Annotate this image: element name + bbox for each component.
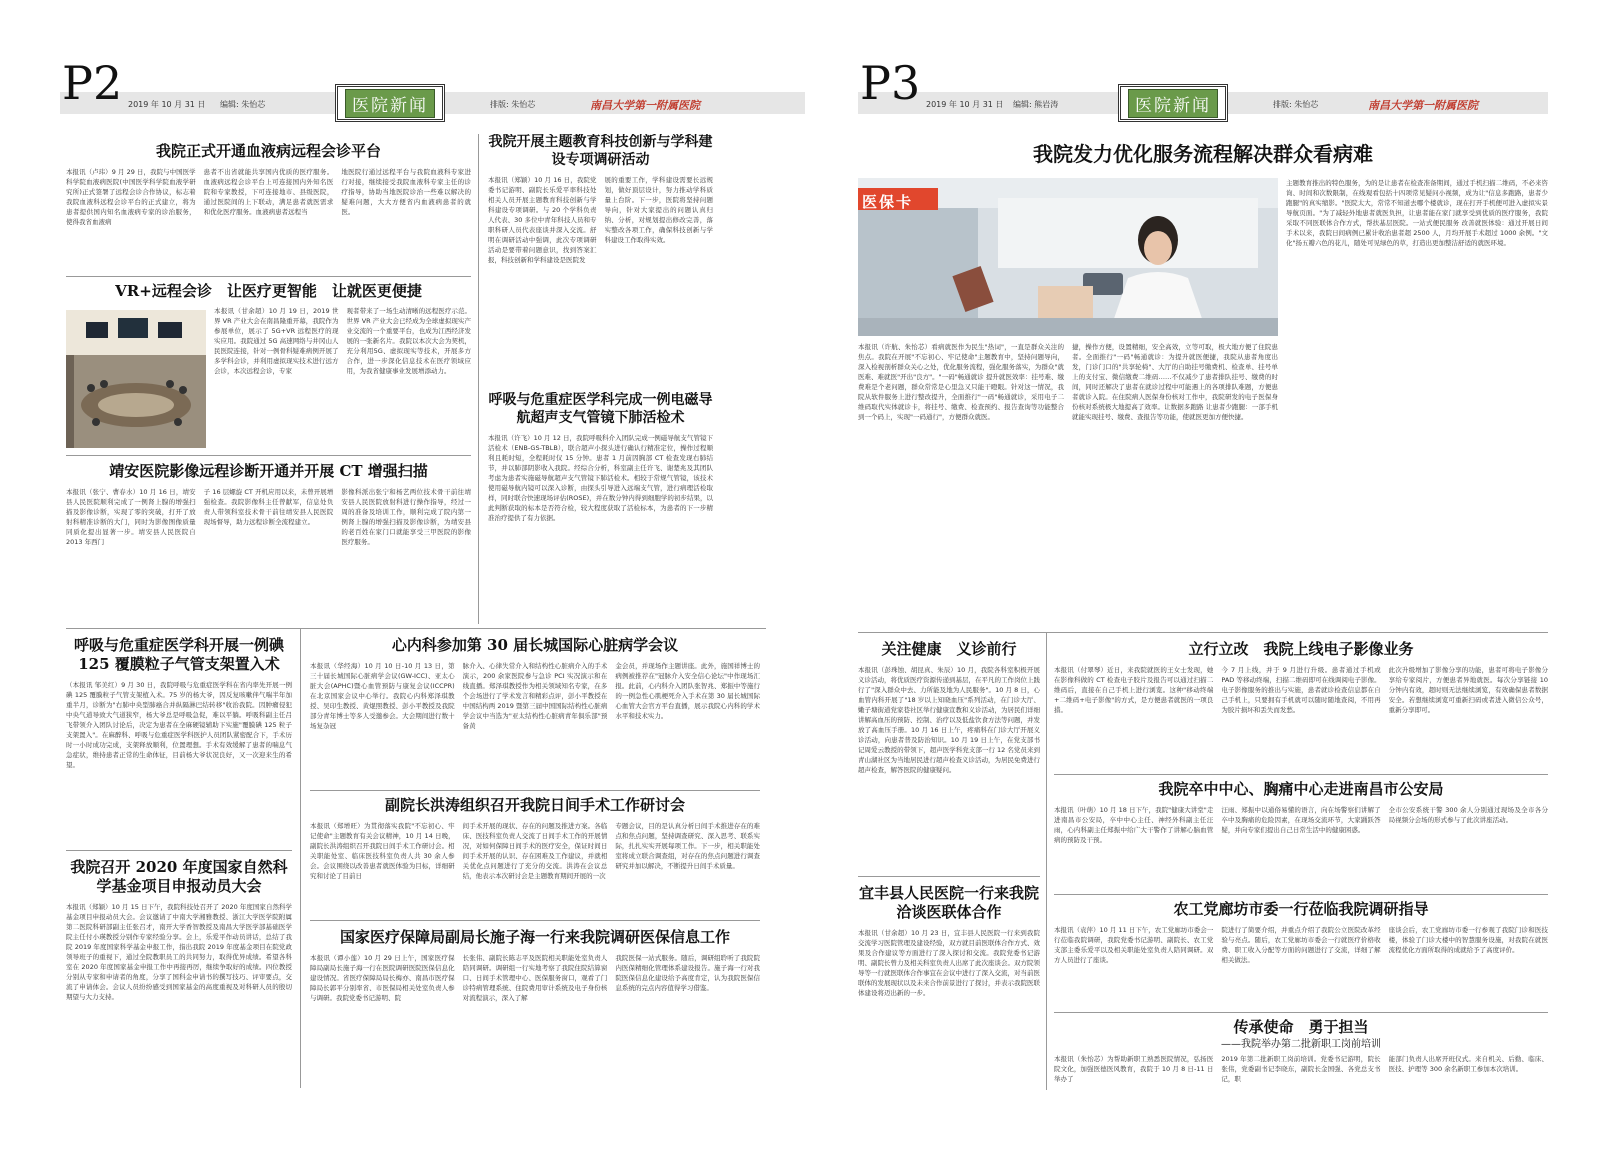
article-title: 立行立改 我院上线电子影像业务 xyxy=(1188,640,1414,658)
article xyxy=(66,462,471,622)
article-text: 展的重要工作，学科建设需要长远规划，做好顶层设计，努力推动学科质量上台阶。下一步，医院将坚持问题导向，针对大家提出的问题认真归纳、分析，对规划提出修改完善，落实整改各项工作，确保科技创新与学科建设工作取得实效。 xyxy=(604,176,713,244)
page-p2 xyxy=(60,50,805,1090)
layout-editor: 排版: 朱怡芯 xyxy=(1273,100,1319,109)
article-text: 本报讯（许航、朱怡芯）看病就医作为民生"热词"，一直是群众关注的焦点。我院在开展"不忘初心、牢记使命"主题教育中，坚持问题导向，深入检视剖析群众关心之处，优化服务流程，强化服务落实，为群众"就医难、难就医"开出"良方"。"一码"畅通就诊 提升就医效率：挂号难、缴费难是个老问题，群众常常是心里急又只能干瞪眼。针对这一情况，我院从软件服务上进行整改提升，全面推行"一码"畅通就诊，采用电子二维码取代实体就诊卡，将挂号、缴费、检查预约、报告查询等功能整合到一个码上，实现"一码通行"，方便群众就医。 xyxy=(858,343,1064,421)
article-text: 本报讯（华经海）10 月 10 日-10 月 13 日，第三十届长城国际心脏病学会议(GW-ICC)、亚太心脏大会(APHC)暨心血管预防与康复会议(ICCPR)在北京国家会议中心举行。我院心内科郑泽琪教授、吴印生教授、黄焜照教授、彭小平教授及我院部分青年博士等多人受邀参会。大会期间进行数十场复杂冠 xyxy=(310,661,455,730)
section-rule xyxy=(310,920,760,921)
article xyxy=(1054,780,1548,890)
article-text: 影像科派出张宁和杨艺两位技术骨干前往靖安县人民医院放射科进行操作指导，经过一周的准备及培训工作，顺利完成了院内第一例肾上腺的增强扫描及影像诊断，为靖安县的老百姓在家门口就能享受三甲医院的影像医疗服务。 xyxy=(341,487,471,546)
article-text: 本报讯（袁萍）10 月 11 日下午，农工党廊坊市委会一行莅临我院调研，我院党委书记游明、副院长、农工党支部主委乐爱平以及相关职能处室负责人陪同调研。双方人员进行了座谈。 xyxy=(1054,925,1214,964)
article-title: 我院开展主题教育科技创新与学科建设专项调研活动 xyxy=(488,134,713,168)
article-title: 我院正式开通血液病远程会诊平台 xyxy=(155,142,381,160)
article-text: 能部门负责人出席开班仪式。来自机关、后勤、临床、医技、护理等 300 余名新职工参加本次培训。 xyxy=(1388,1055,1548,1074)
article-text: 脉介入、心律失常介入和结构性心脏病介入的手术演示，200 余家医院参与急诊 PCI 实况演示和在线直播。郑泽琪教授作为相关领域知名专家，在多个会场进行了学术发言和精彩点评，彭小平教授在中国结构两 2019 暨第三届中国国际结构性心脏病学会议中当选为"亚太结构性心脏病青年俱乐部"预备黄 xyxy=(462,661,608,730)
lead-article-body xyxy=(858,342,1278,626)
article-text: 本报讯（彭珠蚀、胡昆真、朱辰）10 月，我院各科室积极开展义诊活动，将优质医疗资源传递到基层，在平凡的工作岗位上践行了"深入群众中去、力所能及地为人民服务"。10 月 8 日，心血管内科开展了"18 岁以上知晓血压"系列活动，在门诊大厅、嫩子塘街道党家巷社区举行健康宣教和义诊活动，为居民们详细讲解高血压的预防、控制、治疗以及低盐饮食方法等问题，并发放了高血压手册。10 月 16 日上午，疼痛科在门诊大厅开展义诊活动，向患者普及防治知识。10 月 19 日上午，在党支部书记周爱云教授的带领下，超声医学科党支部一行 12 名党员来到青山湖社区为当地居民进行超声检查义诊活动，为居民免费进行超声检查，解答医院的健康疑问。 xyxy=(858,665,1040,774)
lead-article-right-column xyxy=(1286,178,1548,626)
page-number: P2 xyxy=(62,56,123,110)
article-text: 本报讯（许飞）10 月 12 日，我院呼吸科介入团队完成一例磁导航支气管镜下活检术（ENB-GS-TBLB），联合超声小探头进行确认行精准定位，操作过程顺利且耗时短，全程耗时仅 15 分钟。患者 1 月前因胸部 CT 检查发现右肺结节，并以肺部阴影收入我院。经综合分析，科室副主任许飞、谢楚兆及其团队考虑为患者实施磁导航超声支气管镜下肺活检术。相较于常规气管镜，该技术使用磁导航内镜可以深入诊断，由探头引导进入远端支气管，进行病理活检取样，同时联合快速现场评估(ROSE)，并在数分钟内得到细胞学的初步结果，以此判断获取的标本是否符合检，较大程度获取了活检标本，为患者的下一步精准治疗提供了有力依据。 xyxy=(488,434,713,522)
article xyxy=(1054,900,1548,1008)
article xyxy=(1054,1018,1548,1090)
article-text: 观者带来了一场生动清晰的远程医疗示范。世界 VR 产业大会已经成为全球虚拟现实产业交流的一个重要平台，也成为江西经济发展的一张新名片。我院以本次大会为契机，充分利用5G、虚拟现实等技术，开展多方合作，进一步深化信息技术在医疗领域应用，为我省健康事业发展增添动力。 xyxy=(346,307,471,375)
column-rule xyxy=(478,134,479,624)
article-text: 本报讯（张宁、曹春水）10 月 16 日，靖安县人民医院顺利完成了一例肾上腺的增强扫描及影像诊断，实现了零的突破，打开了放射科精准诊断的大门，同时为影像图像质量同质化提出显著一步。靖安县人民医院自 2013 年西门 xyxy=(66,487,196,546)
masthead-title: 医院新闻 xyxy=(1128,89,1218,118)
article-text: 本报讯（郑增旺）为贯彻落实我院"不忘初心、牢记使命"主题教育有关会议精神，10 月 14 日晚，副院长洪涛组织召开我院日间手术工作研讨会。相关职能处室、临床医技科室负责人共 30 余人参会。会议围绕以改善患者就医体验为目标，详细研究和讨论了目前日 xyxy=(310,821,455,880)
article-title: VR+远程会诊 让医疗更智能 让就医更便捷 xyxy=(115,282,422,300)
article-title: 我院卒中中心、胸痛中心走进南昌市公安局 xyxy=(1158,780,1444,798)
article xyxy=(858,884,1040,1090)
article-text: 今 7 月上线，并于 9 月进行升级。患者通过手机或 PAD 等移动终端，扫描二维码即可在线调阅电子影像。电子影像服务的推出与实施，患者就诊检查信息都在自己手机上，只要拥有手机就可以随时随地查阅，不用再为胶片损坏和丢失而发愁。 xyxy=(1221,665,1381,714)
section-rule xyxy=(310,790,760,791)
article-text: 专题会议，目的是认真分析日间手术推进存在的难点和焦点问题，坚持调查研究、深入思考、联系实际，扎扎实实开展每项工作。下一步，相关职能处室将成立联合调查组，对存在的焦点问题进行调查研究并加以解决，不断提升日间手术质量。 xyxy=(615,821,760,870)
section-rule xyxy=(858,632,1548,633)
editor: 编辑: 熊岩涛 xyxy=(1013,100,1059,109)
article-text: 本报讯（朱怡芯）为帮助新职工熟悉医院情况，弘扬医院文化，加强医德医风教育，我院于 10 月 8 日-11 日举办了 xyxy=(1054,1055,1214,1084)
article-text: 2019 年第二批新职工岗前培训。党委书记游明，院长张伟，党委副书记李晓东，副院长金国强、各党总支书记，职 xyxy=(1221,1055,1381,1084)
article-text: 我院医保一站式服务。随后，调研组聆听了我院院内医保精细化管理体系建设报告。施子海一行对我院医保信息化建设给予高度肯定，认为我院医保信息系统的完点内容值得学习借鉴。 xyxy=(615,953,760,992)
article-text: 本报讯（谭小莲）10 月 29 日上午，国家医疗保障局副局长施子海一行在医院调研医院医保信息化建设情况。省医疗保障局局长梅亦、南昌市医疗保障局长郭平分别率省、市医保局相关处室负责人参与调研。我院党委书记游明、院 xyxy=(310,953,455,1002)
article xyxy=(66,858,292,1090)
section-rule xyxy=(1054,774,1548,775)
article-title: 宜丰县人民医院一行来我院洽谈医联体合作 xyxy=(858,884,1039,921)
lead-article-title: 我院发力优化服务流程解决群众看病难 xyxy=(1033,142,1373,166)
page-p3 xyxy=(858,50,1548,1090)
article xyxy=(310,796,760,916)
section-rule xyxy=(66,276,471,277)
article-text: 汪雨、郑振中以通俗易懂的语言，向在场警察们讲解了卒中及胸痛的危险因素，在现场交流环节，大家踊跃答疑，并向专家们提出自己日常生活中的健康困惑。 xyxy=(1221,805,1381,834)
article-text: 本报讯（郑颖）10 月 15 日下午，我院科技处召开了 2020 年度国家自然科学基金项目申报动员大会。会议邀请了中南大学湘雅教授、浙江大学医学院附属第二医院科研部副主任张召才，南开大学香智教授及南昌大学医学部基础医学院主任付小瑛教授分别作专家经验分享。会上，乐爱平作动员讲话，总结了我院 2019 年度国家科学基金申报工作，指出我院 2019 年度基金项目在院党政领导班子的重视下，通过全院教职员工的共同努力，取得优异成绩。希望各科室在 2020 年度国家基金申报工作中再接再厉，继续争取好的成绩。四位教授分别从专家和申请者的角度，分享了国科金申请书的撰写技巧、评审要点，交流了申请体会。会议人员纷纷感受到国家基金的高度重视及对科研人员的殷切期望与大力支持。 xyxy=(66,902,292,1001)
conference-photo xyxy=(66,310,206,448)
article-title: 传承使命 勇于担当 xyxy=(1233,1018,1369,1036)
article-title: 心内科参加第 30 届长城国际心脏病学会议 xyxy=(391,636,679,654)
article-text: 全市公安系统干警 300 余人分别通过现场及全市各分局视频分会场的形式参与了此次讲座活动。 xyxy=(1388,805,1548,824)
article-subtitle: ——我院举办第二批新职工岗前培训 xyxy=(1221,1038,1381,1050)
article-title: 关注健康 义诊前行 xyxy=(881,640,1017,658)
article-title: 呼吸与危重症医学科开展一例碘 125 覆膜粒子气管支架置入术 xyxy=(73,636,284,673)
article-text: 长张伟、副院长陈志平及医院相关职能处室负责人陪同调研。调研组一行实地考察了我院住院结算窗口、日间手术管理中心、医保服务窗口，观看了门诊特病管理系统、住院费用审计系统及电子身份核对流程演示，深入了解 xyxy=(462,953,608,1002)
editor: 编辑: 朱怡芯 xyxy=(220,100,266,109)
article-title: 国家医疗保障局副局长施子海一行来我院调研医保信息工作 xyxy=(339,928,730,946)
article-text: 本报讯（郑颖）10 月 16 日，我院党委书记游明、副院长乐爱平率科技处相关人员开展主题教育科技创新与学科建设专项调研。与 20 个学科负责人代表、30 多位中青年科技人员和专职科研人员代表座谈并深入交流。舒明在调研活动中强调，此次专项调研活动是要带着问题意识，找到答案汇报，科技创新和学科建设是医院发 xyxy=(488,176,597,264)
article-text: 捷，操作方便，设置精细，安全高效，立等可取，极大地方便了住院患者。全面推行"一码"畅通就诊：为提升就医便捷，我院从患者角度出发，门诊门口的"共享轮椅"、大厅的自助挂号缴费机、检查单、挂号单上的支付宝、微信缴费二维码……不仅减少了患者排队挂号、缴费的时间，同时还解决了患者在就诊过程中可能遇上的各项排队难题，方便患者就诊入院。在住院病人医保身份核对工作中，我院研发的电子医保身份核对系统极大地提高了效率。让数据多跑路 让患者少跑腿：一部手机就能实现挂号、缴费、查报告等功能，使就医更加方便快捷。 xyxy=(1072,343,1278,421)
article-text: （本报讯 邹美红）9 月 30 日，我院呼吸与危重症医学科在省内率先开展一例碘 125 覆膜粒子气管支架植入术。75 岁的杨大爷，因反复咳嗽伴气喘半年加重半月，诊断为"右肺中央型肺癌合并纵隔淋巴结转移"收治我院。因肿瘤侵犯中央气道导致大气道狭窄，杨大爷总是呼吸急促，难以平躺。呼吸科副主任吕飞带领介入团队讨论后，决定为患者在全麻硬镜辅助下实施"覆膜碘 125 粒子支架置入"。在麻醉科、呼吸与危重症医学科医护人员团队紧密配合下，手术历时一小时成功完成，支架释放顺利，位置理想。手术有效缓解了患者的喘息气急症状，维持患者正常的生命体征，目前杨大爷状况良好，又一次迎来生的希望。 xyxy=(66,680,292,769)
article-title: 靖安医院影像远程诊断开通并开展 CT 增强扫描 xyxy=(109,462,428,480)
lead-article-title-wrap xyxy=(858,142,1548,172)
masthead-title: 医院新闻 xyxy=(345,89,435,118)
article-text: 主题教育推出的特色服务，为的是让患者在检查准备期间，通过手机扫描二维码，不必来咨询、时间和次数限制，在线观看包括十四项常见疑问小视频，成为让"信息多跑路，患者少跑腿"的真实缩影。"医院太大，常常不知道去哪个楼就诊，现在打开手机便可进入虚拟实景导航页面。"为了减轻外地患者就医负担，让患者能在家门就享受到优质的医疗服务，我院采取不同医联体合作方式，帮扶基层医院。一站式便民服务 改善就医体验：通过开展日间手术以来，我院日间病例已累计收治患者超 2500 人，月均开展手术超过 1000 余例。"文化"扬五瓣六色的花儿，随处可见绿色的草，打造出更加整洁舒适的就医环境。 xyxy=(1286,179,1548,247)
article xyxy=(310,636,760,786)
section-rule xyxy=(1054,894,1548,895)
masthead xyxy=(335,84,445,122)
article xyxy=(66,282,471,452)
article xyxy=(66,142,471,272)
article xyxy=(1054,640,1548,770)
article-text: 本报讯（甘余超）10 月 19 日，2019 世界 VR 产业大会在南昌隆重开幕，我院作为参展单位，展示了 5G+VR 远程医疗的现实应用。我院通过 5G 高速网络与井冈山人民医院连接，针对一例骨科疑难病例开展了多学科会诊，并利用虚拟现实技术进行远方会诊，本次远程会诊，专家 xyxy=(214,307,339,375)
section-rule xyxy=(1054,1012,1548,1013)
article-text: 间手术开展的现状、存在的问题及推进方案。各临床、医技科室负责人交流了日间手术工作的开展情况，对如何保障日间手术的医疗安全，保证时间日间手术开展的认识、存在困难及工作建议，并就相关优化点问题进行了充分的交流。洪涛在会议总结，他表示本次研讨会是主题教育期间开展的一次 xyxy=(462,821,608,880)
issue-date: 2019 年 10 月 31 日 xyxy=(128,100,206,109)
article-text: 金会员，并现场作主题讲座。此外，施国祥博士的病例被推荐在"冠脉介入安全信心论坛"中作现场汇报。此前，心内科介入团队张智兆、郑振中等施行的一例急性心肌梗死介入手术在第 30 届长城国际心血管大会官方平台直播，展示我院心内科的学术水平和技术实力。 xyxy=(615,661,760,720)
masthead xyxy=(1118,84,1228,122)
article-title: 我院召开 2020 年度国家自然科学基金项目申报动员大会 xyxy=(70,858,288,895)
hospital-logo-text: 南昌大学第一附属医院 xyxy=(1368,99,1478,112)
section-rule xyxy=(66,628,766,629)
article-title: 副院长洪涛组织召开我院日间手术工作研讨会 xyxy=(384,796,685,814)
article-text: 院进行了简要介绍，并重点介绍了我院公立医院改革经验与亮点。随后，农工党廊坊市委会一行就医疗价格收费、职工收入分配等方面的问题进行了交流，详细了解相关做法。 xyxy=(1221,925,1381,964)
article-text: 本报讯（叶萌）10 月 18 日下午，我院"健康大讲堂"走进南昌市公安局，卒中中心主任、神经外科副主任汪雨，心内科副主任郑振中给广大干警作了讲解心脑血管病的预防及干预。 xyxy=(1054,805,1214,844)
issue-date: 2019 年 10 月 31 日 xyxy=(926,100,1004,109)
article xyxy=(66,636,292,846)
section-rule xyxy=(858,876,1040,877)
section-rule xyxy=(66,850,292,851)
section-rule xyxy=(66,455,471,456)
article-text: 患者不出省就能共享国内优质的医疗服务。血液病远程会诊平台上可连接国内外知名医院和专家教授，下可连接地市、县级医院，通过医院间的上下联动，满足患者就医需求和优化医疗服务。血液病患者远程当 xyxy=(203,167,334,216)
article xyxy=(488,134,713,384)
article-text: 座谈会后，农工党廊坊市委一行参观了我院门诊和医技楼，体验了门诊大楼中的智慧服务设施，对我院在就医流程优化方面所取得的成就给予了高度评价。 xyxy=(1388,925,1548,954)
hospital-logo-text: 南昌大学第一附属医院 xyxy=(590,99,700,112)
article-text: 本报讯（付翠琴）近日，来我院就医的王女士发现，她在影像科做的 CT 检查电子胶片及报告可以通过扫描二维码后，直接在自己手机上进行浏览。这种"移动终端+二维码+电子影像"的方式，是方便患者就医的一项良措。 xyxy=(1054,665,1214,714)
article-text: 本报讯（卢玮）9 月 29 日，我院与中国医学科学院血液病医院(中国医学科学院血液学研究所)正式签署了远程会诊合作协议，标志着我院血液科远程会诊平台的正式建立，将为患者提供国内知名血液病专家的诊治服务，使得我省血液病 xyxy=(66,167,196,226)
article xyxy=(858,640,1040,870)
article-text: 本报讯（甘余超）10 月 23 日，宜丰县人民医院一行来到我院交流学习医院管理及建设经验，双方就目前医联体合作方式、效果及合作建议等方面进行了深入探讨和交流。我院党委书记游明、副院长曾力及相关科室负责人出席了此次座谈会。双方院领导等一行就医联体合作事宜在会议中进行了深入交流，对当前医联体的发展现状以及未来合作前景进行了探讨，并表示我院医联体建设将迈出新的一步。 xyxy=(858,928,1040,997)
layout-editor: 排版: 朱怡芯 xyxy=(490,100,536,109)
article-text: 地医院行通过远程平台与我院血液科专家进行对接，继续接受我院血液科专家主任的诊疗指导，协助当地医院诊治一些难以解决的疑难问题，大大方便省内血液病患者的就医。 xyxy=(341,167,471,216)
column-rule xyxy=(1046,632,1047,1090)
medical-insurance-photo xyxy=(858,178,1278,336)
photo-sign-text: 医保卡 xyxy=(862,193,914,211)
article-text: 此次升级增加了影像分享的功能，患者可将电子影像分享给专家阅片，方便患者异地就医。每次分享链接 10 分钟内有效，超时则无法继续浏览，有效确保患者数据安全。若想继续浏览可重新扫码或者进入微信公众号，重新分享即可。 xyxy=(1388,665,1548,714)
column-rule xyxy=(300,628,301,1088)
article-title: 呼吸与危重症医学科完成一例电磁导航超声支气管镜下肺活检术 xyxy=(488,392,713,426)
article xyxy=(310,928,760,1088)
article xyxy=(488,392,713,624)
page-number: P3 xyxy=(860,56,921,110)
article-title: 农工党廊坊市委一行莅临我院调研指导 xyxy=(1173,900,1429,918)
article-text: 子 16 层螺旋 CT 开机应用以来，未曾开展增强检查。我院影像科主任曾献军，信息处负责人带领科室技术骨干前往靖安县人民医院现场督导，助力远程诊断全流程建立。 xyxy=(203,487,334,526)
